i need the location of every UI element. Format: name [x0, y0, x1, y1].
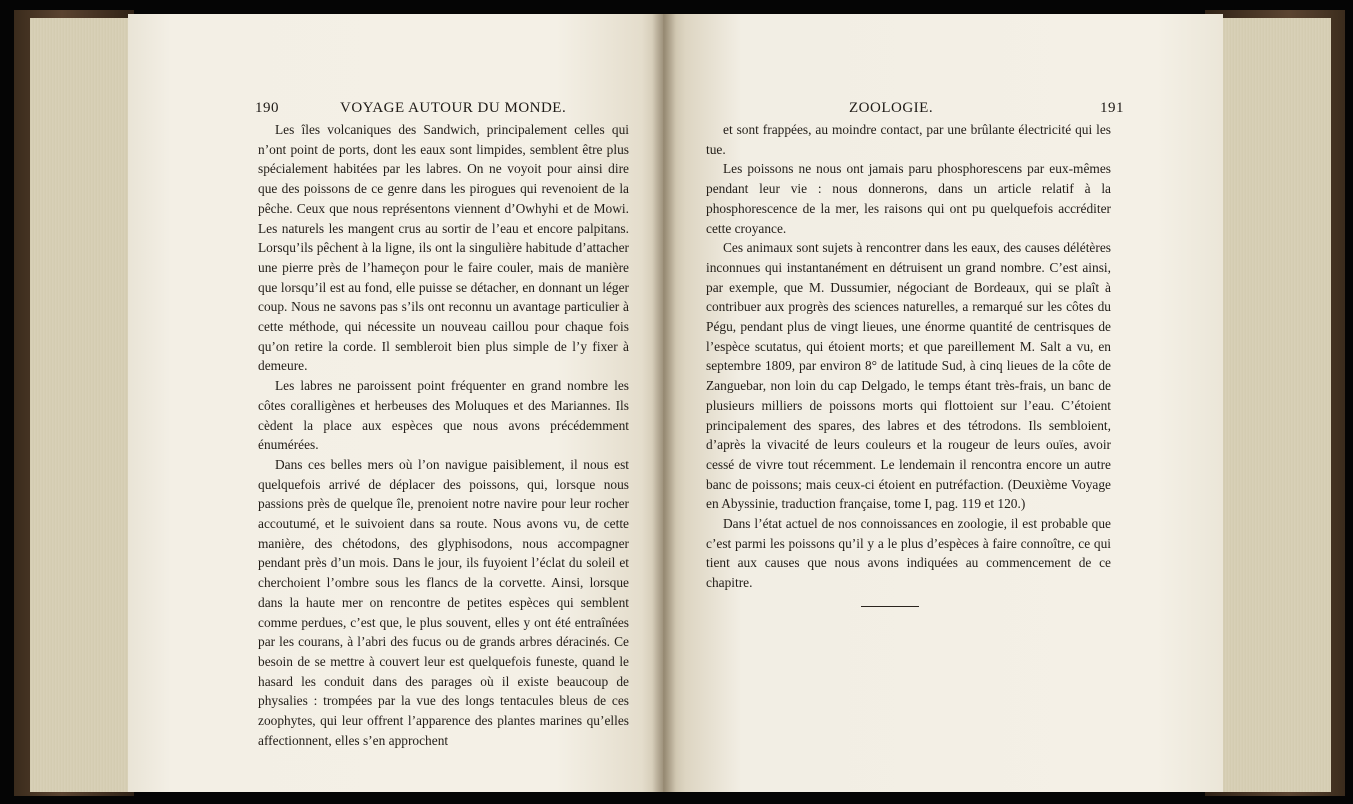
right-running-head: ZOOLOGIE.: [849, 100, 934, 116]
left-running-head: VOYAGE AUTOUR DU MONDE.: [340, 100, 567, 116]
right-page-body: [706, 120, 1111, 593]
page-edges-left: [30, 18, 132, 792]
right-page: [663, 14, 1223, 792]
right-page-number: 191: [1100, 100, 1124, 116]
left-paragraph: Les labres ne paroissent point fréquenter en grand nombre les côtes coralligènes et herbeuses des Moluques et des Mariannes. Ils cèdent la place aux espèces que nous avons précédemment énumérées.: [258, 378, 629, 453]
left-paragraph: Les îles volcaniques des Sandwich, principalement celles qui n’ont point de ports, dont les eaux sont limpides, semblent être plus spécialement habitées par les labres. On ne voyoit pour ainsi dire que des poissons de ce genre dans les pirogues qui revenoient de la pêche. Ceux que nous représentons viennent d’Owhyhi et de Mowi. Les naturels les mangent crus au sortir de l’eau et encore palpitans. Lorsqu’ils pêchent à la ligne, ils ont la singulière habitude d’attacher une pierre près de l’hameçon pour le faire couler, mais de manière que lorsqu’il est au fond, elle puisse se détacher, en donnant un léger coup. Nous ne savons pas s’ils ont reconnu un avantage particulier à cette méthode, qui nécessite un nouveau caillou pour chaque fois qu’on retire la corde. Il sembleroit bien plus simple de l’y fixer à demeure.: [258, 122, 629, 374]
left-page: [128, 14, 663, 792]
left-page-number: 190: [255, 100, 279, 116]
book-gutter: [652, 14, 676, 792]
right-paragraph: et sont frappées, au moindre contact, par une brûlante électricité qui les tue.: [706, 122, 1111, 157]
right-paragraph: Ces animaux sont sujets à rencontrer dans les eaux, des causes délétères inconnues qui instantanément en détruisent un grand nombre. C’est ainsi, par exemple, que M. Dussumier, négociant de Bordeaux, qui se plaît à contribuer aux progrès des sciences naturelles, a remarqué sur les côtes du Pégu, pendant plus de vingt lieues, une énorme quantité de centrisques de l’espèce scutatus, qui étoient morts; et que pareillement M. Salt a vu, en septembre 1809, par environ 8° de latitude Sud, à cinq lieues de la côte de Zanguebar, non loin du cap Delgado, le temps étant très-frais, un banc de plusieurs milliers de poissons morts qui flottoient sur l’eau. C’étoient principalement des spares, des labres et des tétrodons. Ils sembloient, d’après la vivacité de leurs couleurs et la rougeur de leurs ouïes, avoir cessé de vivre tout récemment. Le lendemain il rencontra encore un autre banc de poissons; mais ceux-ci étoient en putréfaction. (Deuxième Voyage en Abyssinie, traduction française, tome I, pag. 119 et 120.): [706, 240, 1111, 512]
page-edges-right: [1221, 18, 1331, 792]
left-page-body: [258, 120, 629, 751]
right-paragraph: Dans l’état actuel de nos connoissances en zoologie, il est probable que c’est parmi les poissons qu’il y a le plus d’espèces à faire connoître, ce qui tient aux causes que nous avons indiquées au commencement de ce chapitre.: [706, 516, 1111, 591]
end-of-chapter-rule: [861, 606, 919, 607]
right-paragraph: Les poissons ne nous ont jamais paru phosphorescens par eux-mêmes pendant leur vie : nous donnerons, dans un article relatif à la phosphorescence de la mer, les raisons qui ont pu quelquefois accréditer cette croyance.: [706, 161, 1111, 236]
left-paragraph: Dans ces belles mers où l’on navigue paisiblement, il nous est quelquefois arrivé de déplacer des poissons, qui, lorsque nous passions près de quelque île, prenoient notre navire pour leur rocher accoutumé, et le suivoient dans sa route. Nous avons vu, de cette manière, des chétodons, des glyphisodons, nous accompagner pendant près d’un mois. Dans le jour, ils fuyoient l’éclat du soleil et cherchoient l’ombre sous les flancs de la corvette. Ainsi, lorsque dans la haute mer on rencontre de petites espèces qui semblent comme perdues, c’est que, le plus souvent, elles y ont été entraînées par les courans, à l’abri des fucus ou de grands arbres déracinés. Ce besoin de se mettre à couvert leur est quelquefois funeste, quand le hasard les conduit dans des parages où il existe beaucoup de physalies : trompées par la vue des longs tentacules bleus de ces zoophytes, qui leur offrent l’apparence des plantes marines qu’elles affectionnent, elles s’en approchent: [258, 456, 629, 748]
